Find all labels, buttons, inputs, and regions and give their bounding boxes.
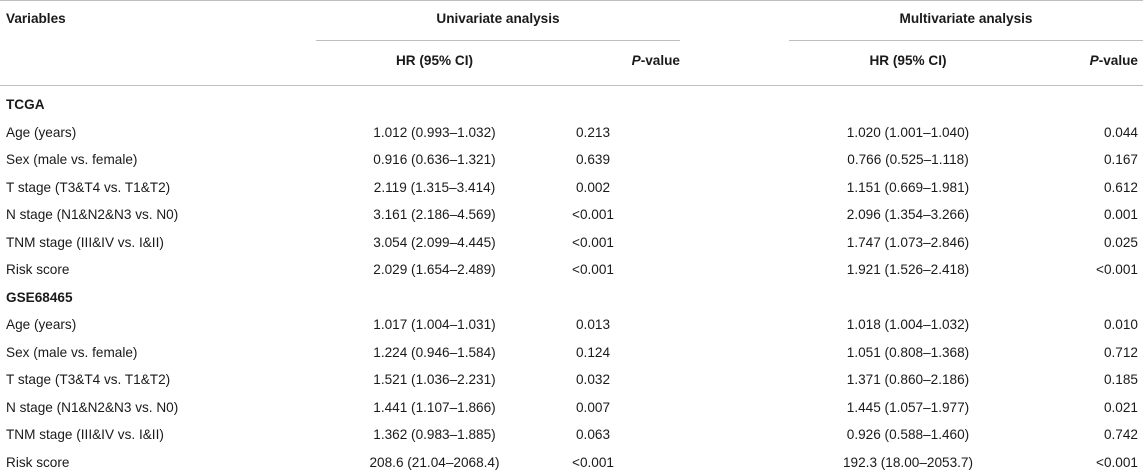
table-row <box>0 119 1143 146</box>
table-row <box>0 256 1143 283</box>
variable-cell: N stage (N1&N2&N3 vs. N0) <box>6 399 179 415</box>
multivariate-p-cell: <0.001 <box>1096 262 1138 277</box>
header-bottom-rule <box>0 85 1143 86</box>
univariate-hr-cell: 2.119 (1.315–3.414) <box>373 179 496 195</box>
multivariate-rule <box>789 40 1143 41</box>
univariate-p-cell: <0.001 <box>572 454 614 470</box>
multivariate-p-cell: 0.021 <box>1103 399 1138 415</box>
variable-cell: Age (years) <box>6 317 77 332</box>
variable-cell: TNM stage (III&IV vs. I&II) <box>6 427 164 442</box>
univariate-hr-cell: 1.017 (1.004–1.031) <box>373 317 496 332</box>
multivariate-p-cell: 0.712 <box>1103 344 1138 360</box>
variable-cell: Risk score <box>6 454 70 470</box>
section-row <box>0 284 1143 311</box>
header-uni-pvalue <box>553 47 680 74</box>
multivariate-p-cell: 0.010 <box>1103 317 1138 332</box>
univariate-hr-cell: 1.521 (1.036–2.231) <box>373 372 496 387</box>
multivariate-hr-cell: 1.371 (0.860–2.186) <box>846 372 970 387</box>
section-title: GSE68465 <box>6 289 73 305</box>
multivariate-hr-cell: 1.921 (1.526–2.418) <box>846 262 970 277</box>
table-top-rule <box>0 0 1143 1</box>
univariate-p-cell: 0.124 <box>575 344 611 360</box>
multivariate-p-cell: 0.001 <box>1103 207 1138 222</box>
univariate-p-cell: 0.639 <box>575 152 611 167</box>
univariate-p-cell: <0.001 <box>572 234 614 250</box>
univariate-hr-cell: 1.012 (0.993–1.032) <box>373 124 496 140</box>
univariate-p-cell: 0.002 <box>575 179 611 195</box>
univariate-hr-cell: 2.029 (1.654–2.489) <box>373 262 496 277</box>
multivariate-hr-cell: 0.766 (0.525–1.118) <box>847 152 969 167</box>
multivariate-hr-cell: 1.445 (1.057–1.977) <box>846 399 970 415</box>
multivariate-hr-cell: 1.018 (1.004–1.032) <box>846 317 970 332</box>
table-row <box>0 201 1143 228</box>
multivariate-p-cell: 0.044 <box>1103 124 1138 140</box>
multivariate-hr-cell: 1.747 (1.073–2.846) <box>846 234 970 250</box>
table-row <box>0 146 1143 173</box>
multivariate-p-cell: 0.167 <box>1103 152 1138 167</box>
univariate-p-cell: 0.032 <box>575 372 611 387</box>
header-uni-p-italic: P <box>631 53 641 68</box>
header-multivariate-analysis: Multivariate analysis <box>899 11 1033 26</box>
univariate-hr-cell: 3.161 (2.186–4.569) <box>373 207 496 222</box>
multivariate-hr-cell: 1.020 (1.001–1.040) <box>846 124 970 140</box>
multivariate-p-cell: 0.612 <box>1103 179 1138 195</box>
section-row <box>0 91 1143 118</box>
univariate-p-cell: 0.213 <box>575 124 611 140</box>
variable-cell: Age (years) <box>6 124 77 140</box>
univariate-p-cell: <0.001 <box>572 262 614 277</box>
table-row <box>0 339 1143 366</box>
variable-cell: Sex (male vs. female) <box>6 344 138 360</box>
univariate-p-cell: 0.013 <box>575 317 611 332</box>
header-multi-hr: HR (95% CI) <box>869 53 947 68</box>
univariate-p-cell: 0.063 <box>575 427 611 442</box>
variable-cell: N stage (N1&N2&N3 vs. N0) <box>6 207 179 222</box>
variable-cell: Sex (male vs. female) <box>6 152 138 167</box>
multivariate-p-cell: 0.742 <box>1103 427 1138 442</box>
table-row <box>0 394 1143 421</box>
section-title: TCGA <box>6 97 45 112</box>
multivariate-hr-cell: 2.096 (1.354–3.266) <box>846 207 970 222</box>
multivariate-p-cell: <0.001 <box>1096 454 1138 470</box>
variable-cell: T stage (T3&T4 vs. T1&T2) <box>6 179 171 195</box>
univariate-hr-cell: 0.916 (0.636–1.321) <box>373 152 496 167</box>
variable-cell: Risk score <box>6 262 70 277</box>
multivariate-hr-cell: 192.3 (18.00–2053.7) <box>842 454 973 470</box>
univariate-p-cell: <0.001 <box>572 207 614 222</box>
header-multi-p-suffix: -value <box>1098 53 1138 68</box>
header-uni-hr: HR (95% CI) <box>395 53 474 68</box>
table-row <box>0 449 1143 476</box>
table-row <box>0 174 1143 201</box>
header-variables: Variables <box>6 11 66 26</box>
univariate-rule <box>316 40 680 41</box>
header-univariate-analysis: Univariate analysis <box>436 11 560 26</box>
univariate-hr-cell: 208.6 (21.04–2068.4) <box>369 454 500 470</box>
table-row <box>0 366 1143 393</box>
univariate-hr-cell: 1.362 (0.983–1.885) <box>373 427 496 442</box>
variable-cell: TNM stage (III&IV vs. I&II) <box>6 234 164 250</box>
header-uni-p-suffix: -value <box>640 53 680 68</box>
univariate-p-cell: 0.007 <box>575 399 611 415</box>
header-multi-p-italic: P <box>1089 53 1099 68</box>
univariate-hr-cell: 1.224 (0.946–1.584) <box>373 344 496 360</box>
multivariate-hr-cell: 0.926 (0.588–1.460) <box>846 427 970 442</box>
table-row <box>0 421 1143 448</box>
table-row <box>0 311 1143 338</box>
table-row <box>0 229 1143 256</box>
univariate-hr-cell: 3.054 (2.099–4.445) <box>373 234 496 250</box>
univariate-hr-cell: 1.441 (1.107–1.866) <box>373 399 496 415</box>
header-multi-pvalue <box>1027 47 1138 74</box>
multivariate-hr-cell: 1.051 (0.808–1.368) <box>846 344 970 360</box>
multivariate-p-cell: 0.185 <box>1103 372 1138 387</box>
multivariate-p-cell: 0.025 <box>1103 234 1138 250</box>
multivariate-hr-cell: 1.151 (0.669–1.981) <box>846 179 970 195</box>
variable-cell: T stage (T3&T4 vs. T1&T2) <box>6 372 171 387</box>
